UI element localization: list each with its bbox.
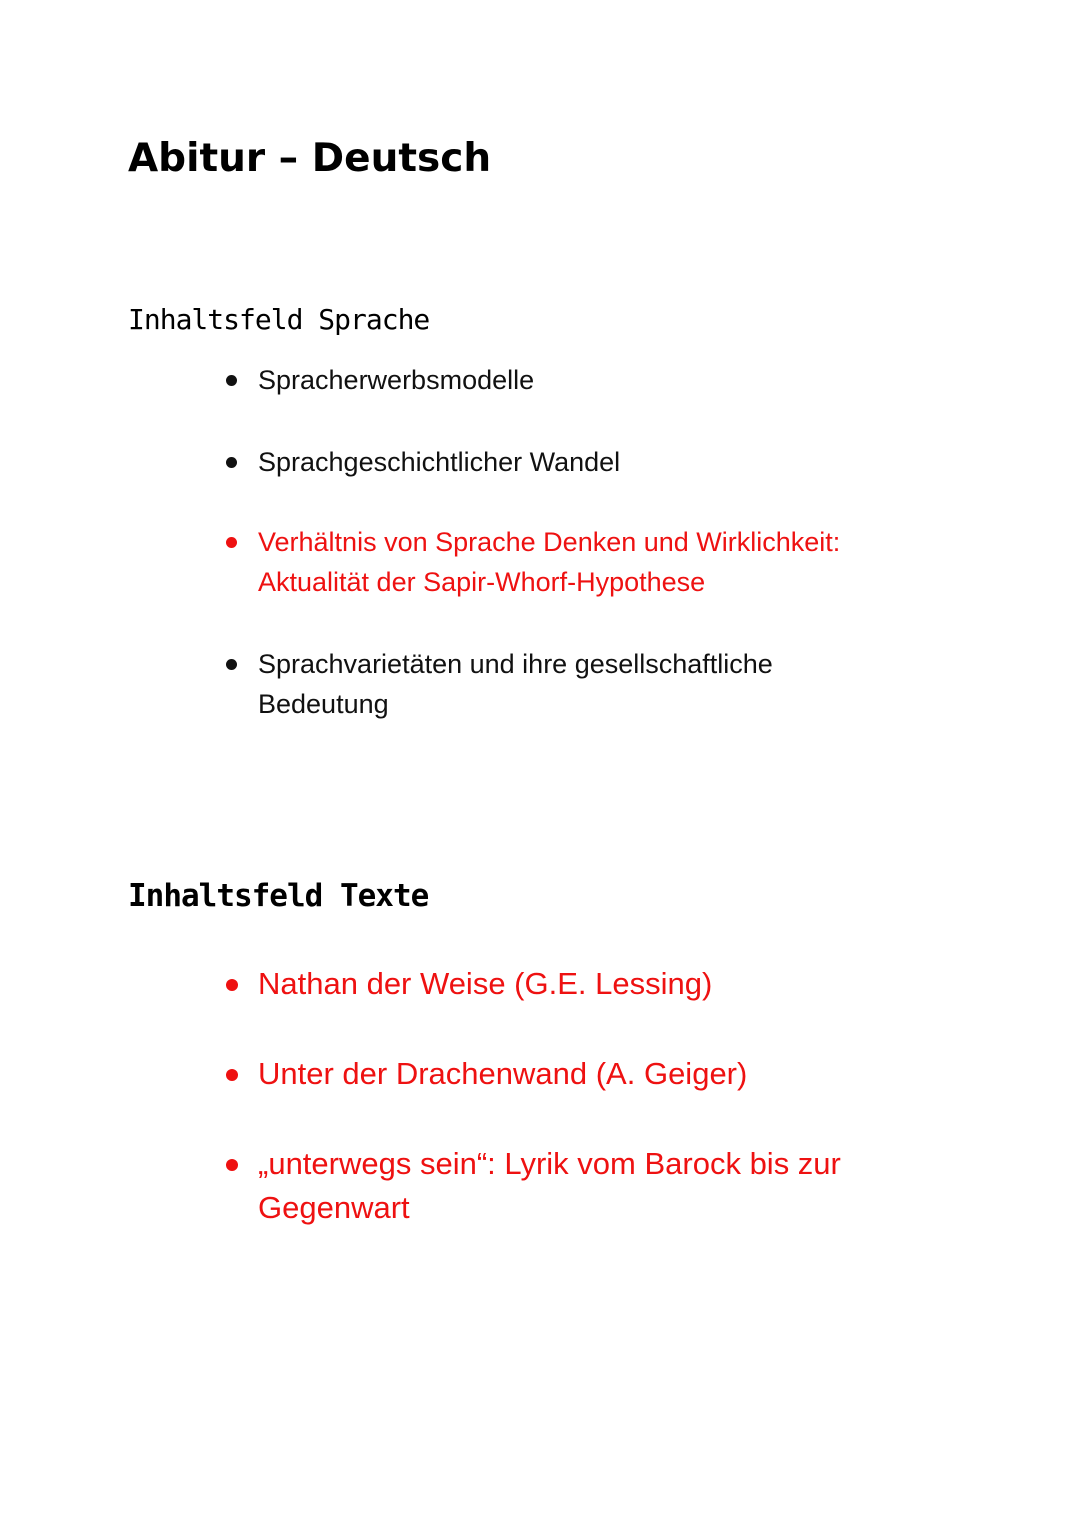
page-title: Abitur – Deutsch <box>128 136 492 181</box>
list-item-sprachwandel <box>222 442 962 482</box>
section-heading-texte: Inhaltsfeld Texte <box>128 878 429 914</box>
bullet-icon <box>226 537 237 548</box>
list-item-sapir-whorf <box>222 522 962 602</box>
list-item-spracherwerbsmodelle <box>222 360 962 400</box>
list-item-nathan <box>222 962 962 1006</box>
bullet-icon <box>226 659 237 670</box>
bullet-icon <box>226 457 237 468</box>
list-item-text: Nathan der Weise (G.E. Lessing) <box>258 966 713 1001</box>
section-heading-sprache: Inhaltsfeld Sprache <box>128 303 430 336</box>
list-item-text-continued: Gegenwart <box>258 1190 410 1225</box>
list-item-text: Verhältnis von Sprache Denken und Wirklichkeit: <box>258 527 841 557</box>
list-item-text-continued: Aktualität der Sapir-Whorf-Hypothese <box>258 567 706 597</box>
list-item-text: Spracherwerbsmodelle <box>258 365 535 395</box>
list-item-sprachvarietaeten <box>222 644 962 724</box>
list-item-text: „unterwegs sein“: Lyrik vom Barock bis zur <box>258 1146 841 1181</box>
bullet-icon <box>226 979 238 991</box>
list-item-text: Unter der Drachenwand (A. Geiger) <box>258 1056 748 1091</box>
bullet-icon <box>226 1069 238 1081</box>
bullet-icon <box>226 375 237 386</box>
list-item-drachenwand <box>222 1052 962 1096</box>
list-item-lyrik <box>222 1142 962 1230</box>
bullet-icon <box>226 1159 238 1171</box>
list-item-text: Sprachgeschichtlicher Wandel <box>258 447 621 477</box>
list-item-text: Sprachvarietäten und ihre gesellschaftliche <box>258 649 773 679</box>
list-item-text-continued: Bedeutung <box>258 689 389 719</box>
